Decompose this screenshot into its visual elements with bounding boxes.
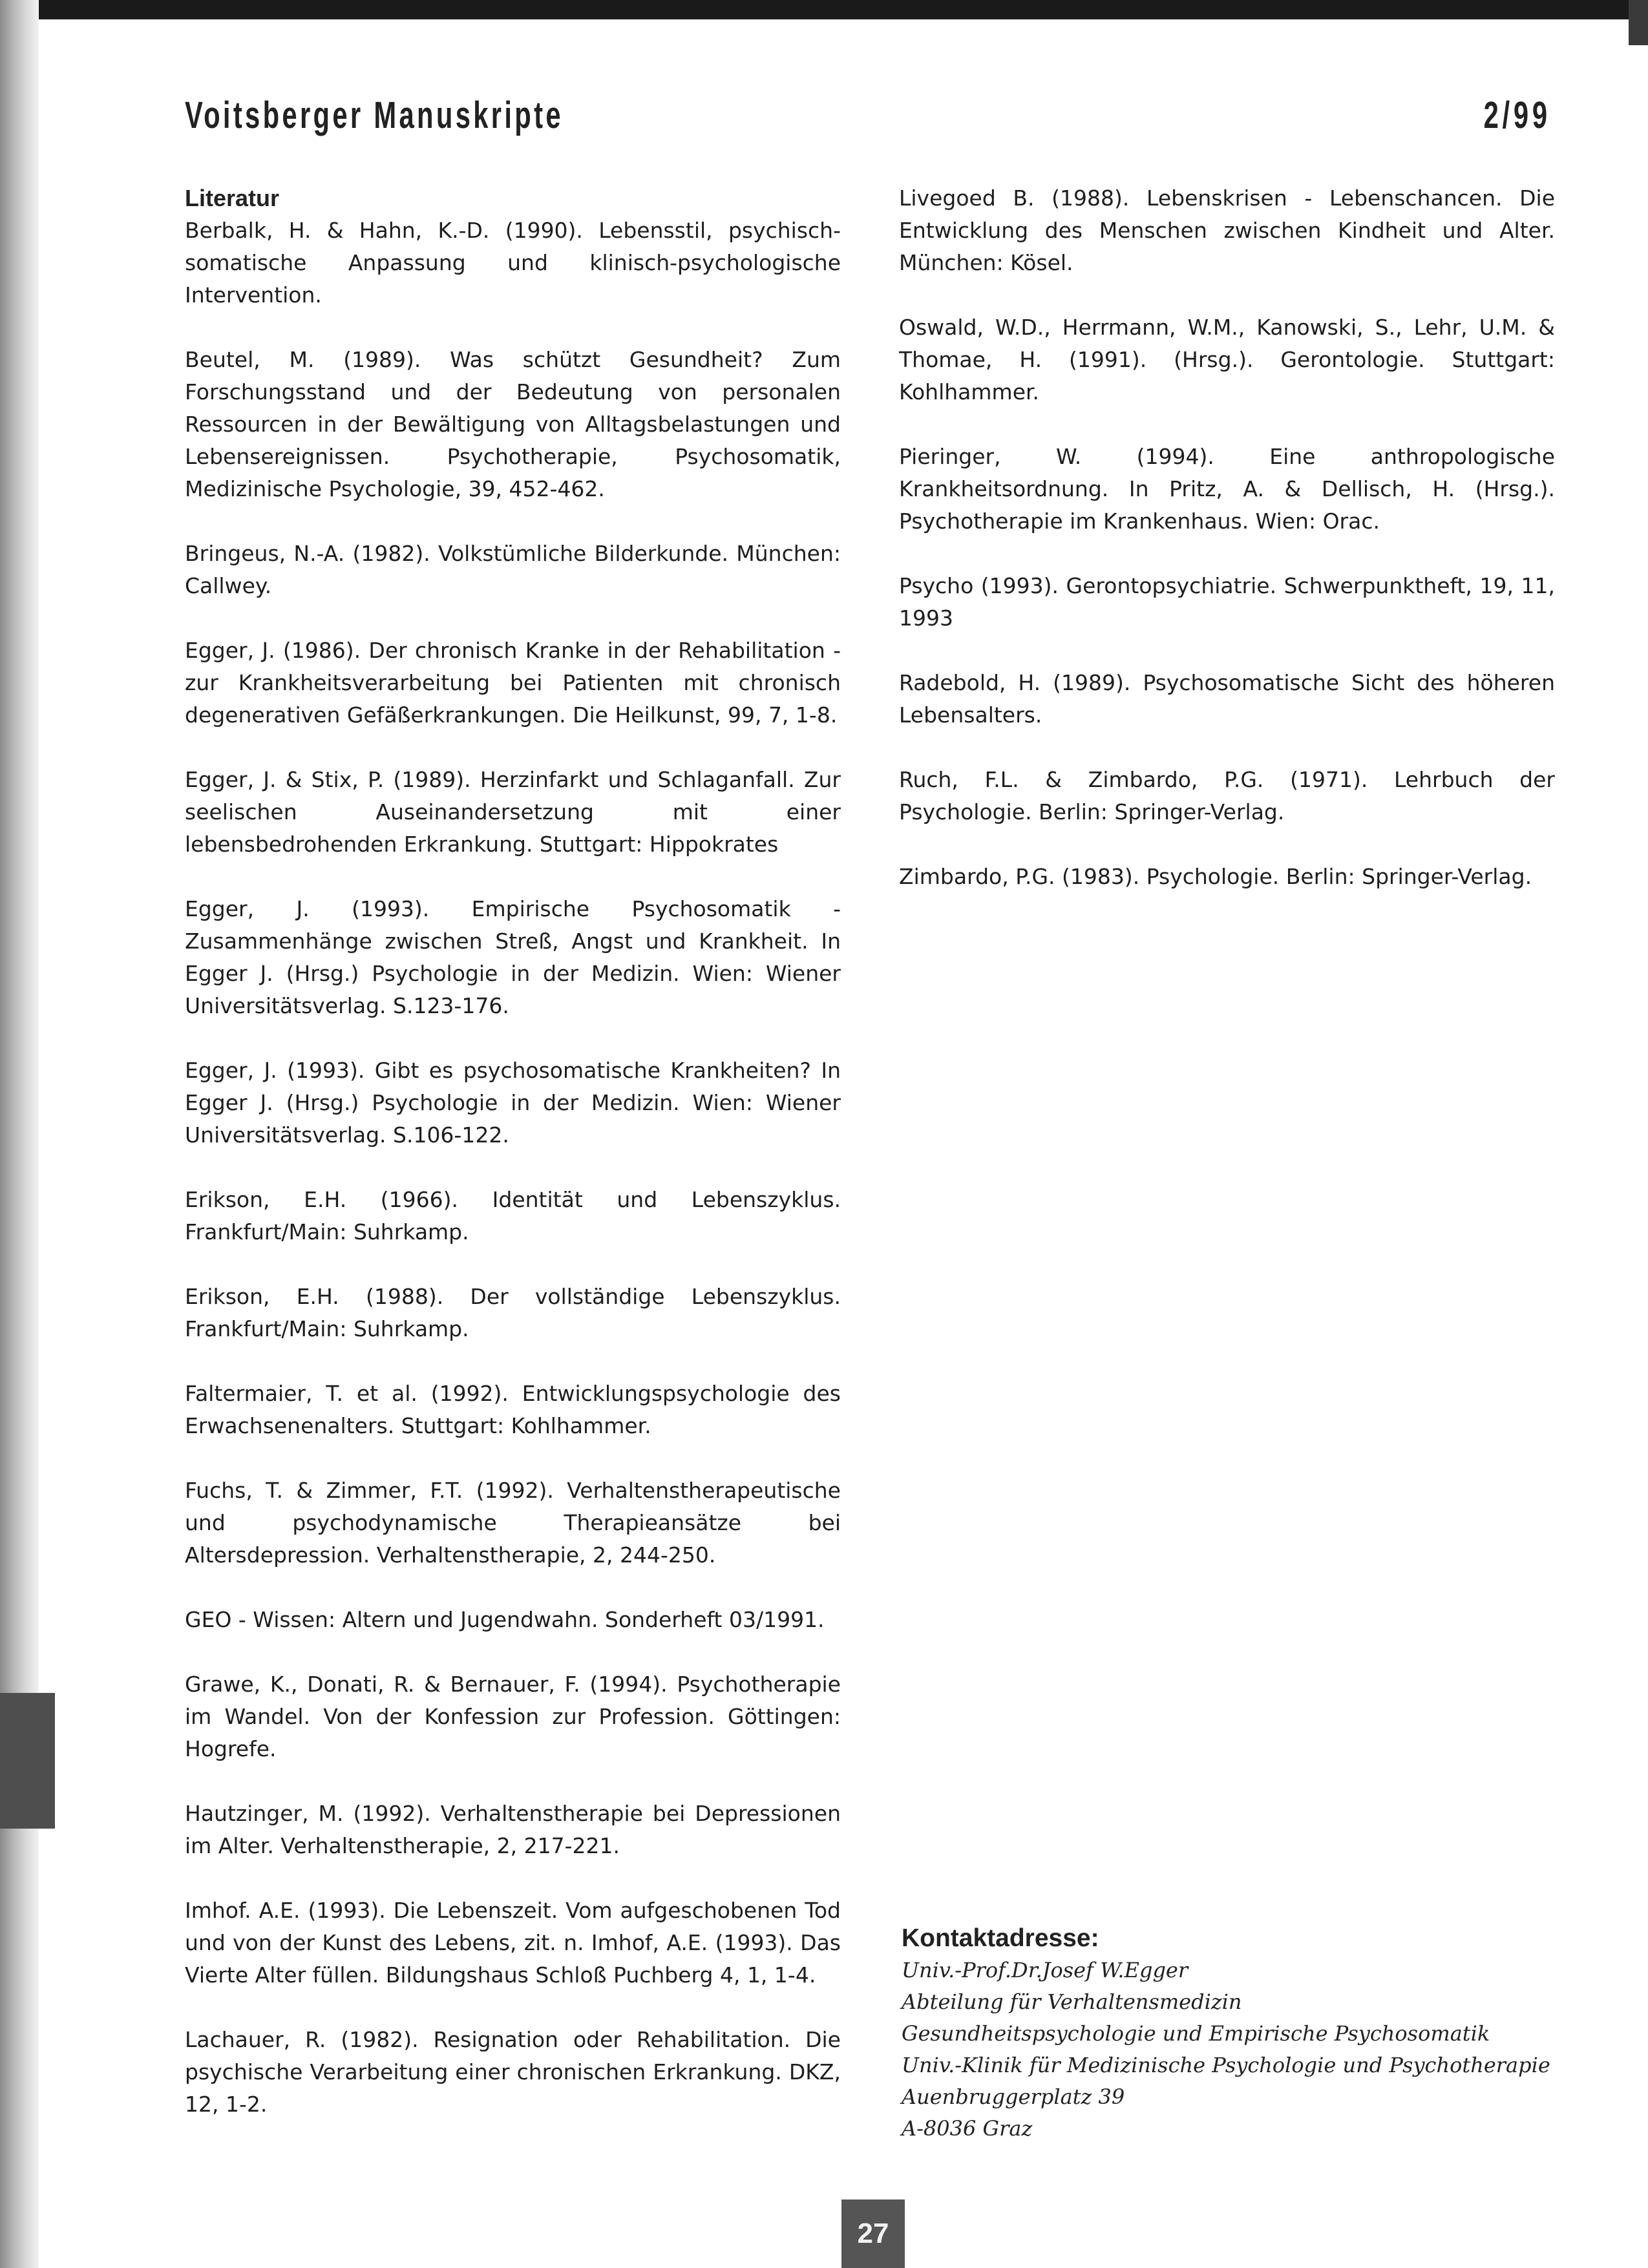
contact-street: Auenbruggerplatz 39 (902, 2084, 1125, 2109)
reference-entry: Livegoed B. (1988). Lebenskrisen - Lebenschancen. Die Entwicklung des Menschen zwischen Kindheit und Alter. München: Kösel. (899, 185, 1555, 275)
reference-entry: Hautzinger, M. (1992). Verhaltenstherapie bei Depressionen im Alter. Verhaltenstherapie, 2, 217-221. (185, 1801, 841, 1858)
reference-entry: Berbalk, H. & Hahn, K.-D. (1990). Lebensstil, psychisch-somatische Anpassung und klinisch-psychologische Intervention. (185, 218, 841, 308)
reference-entry: Ruch, F.L. & Zimbardo, P.G. (1971). Lehrbuch der Psychologie. Berlin: Springer-Verlag. (899, 767, 1555, 824)
reference-entry: Egger, J. (1993). Empirische Psychosomatik - Zusammenhänge zwischen Streß, Angst und Krankheit. In Egger J. (Hrsg.) Psychologie in der Medizin. Wien: Wiener Universitätsverlag. S.123-176. (185, 896, 841, 1018)
reference-entry: Psycho (1993). Gerontopsychiatrie. Schwerpunktheft, 19, 11, 1993 (899, 573, 1555, 631)
reference-entry: GEO - Wissen: Altern und Jugendwahn. Sonderheft 03/1991. (185, 1607, 825, 1632)
contact-heading: Kontaktadresse: (902, 1924, 1099, 1952)
literature-heading: Literatur (185, 185, 280, 211)
reference-entry: Bringeus, N.-A. (1982). Volkstümliche Bilderkunde. München: Callwey. (185, 541, 841, 598)
scan-top-band (0, 0, 1648, 19)
references-right-column (899, 182, 1555, 893)
scan-left-edge-shadow (0, 1693, 55, 1829)
reference-entry: Beutel, M. (1989). Was schützt Gesundheit? Zum Forschungsstand und der Bedeutung von personalen Ressourcen in der Bewältigung von Alltagsbelastungen und Lebensereignissen. Psychotherapie, Psychosomatik, Medizinische Psychologie, 39, 452-462. (185, 347, 841, 501)
reference-entry: Erikson, E.H. (1988). Der vollständige Lebenszyklus. Frankfurt/Main: Suhrkamp. (185, 1284, 841, 1341)
reference-entry: Imhof. A.E. (1993). Die Lebenszeit. Vom aufgeschobenen Tod und von der Kunst des Lebens, zit. n. Imhof, A.E. (1993). Das Vierte Alter füllen. Bildungshaus Schloß Puchberg 4, 1, 1-4. (185, 1898, 841, 1988)
scan-right-corner (1629, 0, 1648, 45)
contact-division: Gesundheitspsychologie und Empirische Psychosomatik (902, 2021, 1490, 2046)
reference-entry: Egger, J. (1993). Gibt es psychosomatische Krankheiten? In Egger J. (Hrsg.) Psychologie in der Medizin. Wien: Wiener Universitätsverlag. S.106-122. (185, 1058, 841, 1148)
reference-entry: Pieringer, W. (1994). Eine anthropologische Krankheitsordnung. In Pritz, A. & Dellisch, H. (Hrsg.). Psychotherapie im Krankenhaus. Wien: Orac. (899, 444, 1555, 534)
contact-address (902, 1922, 1574, 2145)
references-left-column (185, 182, 841, 2121)
reference-entry: Faltermaier, T. et al. (1992). Entwicklungspsychologie des Erwachsenenalters. Stuttgart: Kohlhammer. (185, 1381, 841, 1438)
page-number: 27 (841, 2200, 905, 2268)
reference-entry: Radebold, H. (1989). Psychosomatische Sicht des höheren Lebensalters. (899, 670, 1555, 728)
reference-entry: Zimbardo, P.G. (1983). Psychologie. Berlin: Springer-Verlag. (899, 864, 1532, 889)
contact-department: Abteilung für Verhaltensmedizin (902, 1990, 1242, 2014)
reference-entry: Fuchs, T. & Zimmer, F.T. (1992). Verhaltenstherapeutische und psychodynamische Therapieansätze bei Altersdepression. Verhaltenstherapie, 2, 244-250. (185, 1478, 841, 1568)
contact-city: A-8036 Graz (902, 2116, 1033, 2141)
contact-clinic: Univ.-Klinik für Medizinische Psychologie und Psychotherapie (902, 2053, 1550, 2077)
reference-entry: Erikson, E.H. (1966). Identität und Lebenszyklus. Frankfurt/Main: Suhrkamp. (185, 1187, 841, 1244)
issue-number: 2/99 (1483, 94, 1551, 136)
contact-name: Univ.-Prof.Dr.Josef W.Egger (902, 1958, 1188, 1982)
reference-entry: Oswald, W.D., Herrmann, W.M., Kanowski, S., Lehr, U.M. & Thomae, H. (1991). (Hrsg.). Gerontologie. Stuttgart: Kohlhammer. (899, 315, 1555, 404)
reference-entry: Grawe, K., Donati, R. & Bernauer, F. (1994). Psychotherapie im Wandel. Von der Konfession zur Profession. Göttingen: Hogrefe. (185, 1672, 841, 1761)
reference-entry: Egger, J. & Stix, P. (1989). Herzinfarkt und Schlaganfall. Zur seelischen Auseinandersetzung mit einer lebensbedrohenden Erkrankung. Stuttgart: Hippokrates (185, 767, 841, 857)
reference-entry: Egger, J. (1986). Der chronisch Kranke in der Rehabilitation - zur Krankheitsverarbeitung bei Patienten mit chronisch degenerativen Gefäßerkrankungen. Die Heilkunst, 99, 7, 1-8. (185, 638, 841, 728)
scan-left-edge (0, 0, 39, 2268)
journal-title: Voitsberger Manuskripte (185, 94, 564, 136)
reference-entry: Lachauer, R. (1982). Resignation oder Rehabilitation. Die psychische Verarbeitung einer chronischen Erkrankung. DKZ, 12, 1-2. (185, 2027, 841, 2117)
